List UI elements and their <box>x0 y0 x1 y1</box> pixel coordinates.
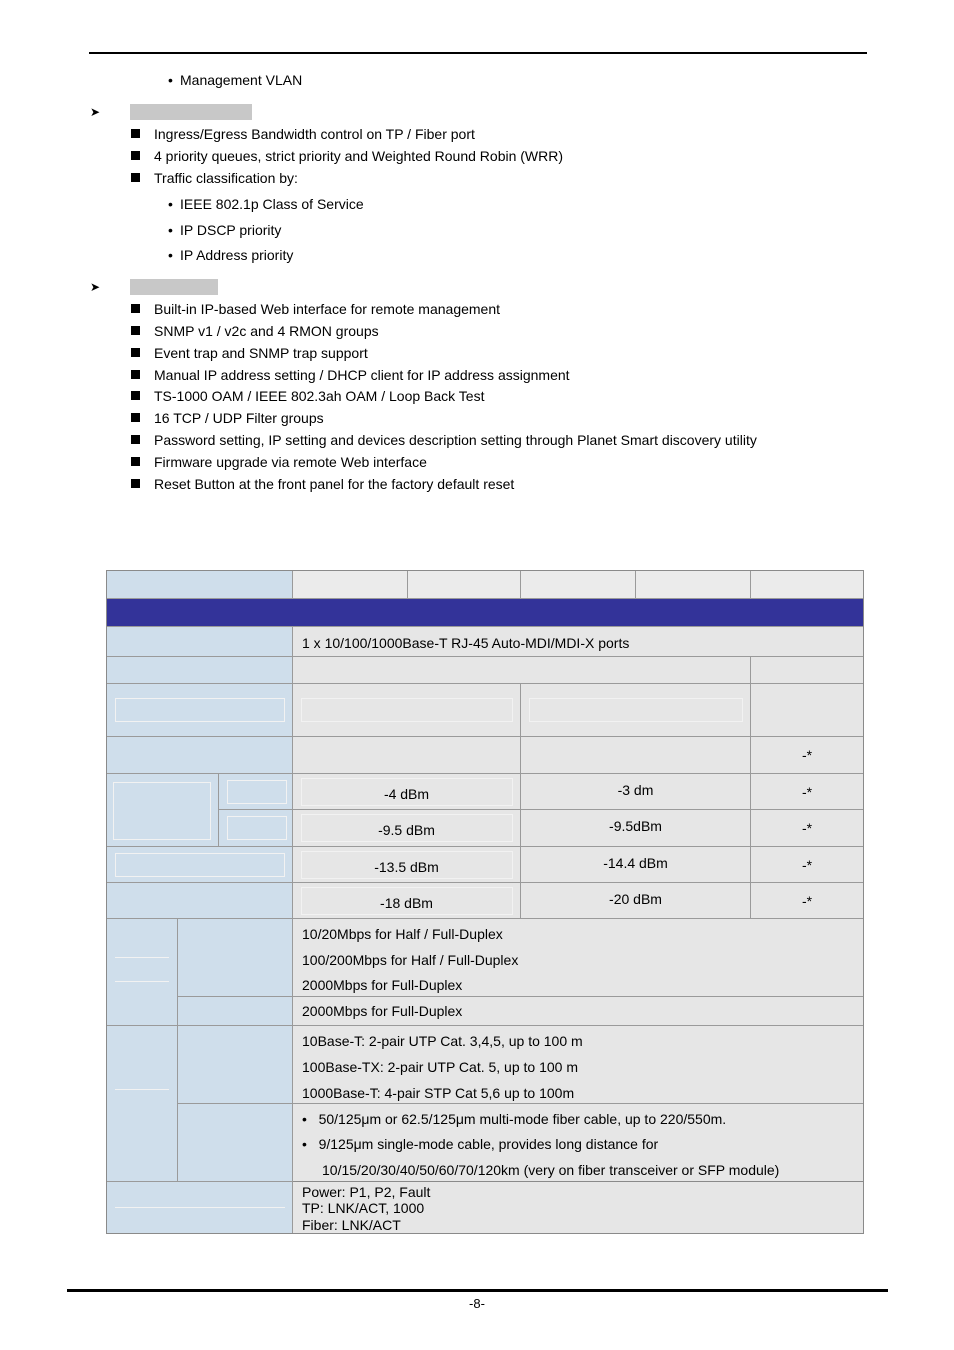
list-item: • 50/125μm or 62.5/125μm multi-mode fiber cable, up to 220/550m. <box>302 1111 727 1127</box>
table-cell <box>107 657 293 684</box>
list-item: • 9/125μm single-mode cable, provides long distance for <box>302 1136 659 1152</box>
list-item: 4 priority queues, strict priority and Weighted Round Robin (WRR) <box>131 148 563 164</box>
table-cell: -* <box>751 810 863 847</box>
table-cell: -* <box>751 737 863 774</box>
footer-rule <box>67 1289 888 1292</box>
square-bullet-icon <box>131 370 140 379</box>
list-item: Ingress/Egress Bandwidth control on TP / Fiber port <box>131 126 475 142</box>
table-cell <box>107 847 293 883</box>
section-heading-qos <box>130 104 252 120</box>
square-bullet-icon <box>131 348 140 357</box>
table-cell: -* <box>751 774 863 810</box>
list-item: SNMP v1 / v2c and 4 RMON groups <box>131 323 379 339</box>
table-cell: -3 dm <box>521 774 751 810</box>
table-cell <box>521 684 751 737</box>
square-bullet-icon <box>131 173 140 182</box>
section-heading-management <box>130 279 218 295</box>
table-cell <box>751 684 863 737</box>
table-section-header <box>107 599 863 627</box>
table-cell: -9.5dBm <box>521 810 751 847</box>
square-bullet-icon <box>131 413 140 422</box>
table-cell <box>107 883 293 919</box>
table-cell: 10Base-T: 2-pair UTP Cat. 3,4,5, up to 100 m 100Base-TX: 2-pair UTP Cat. 5, up to 100 m 1000Base-T: 4-pair STP Cat 5,6 up to 100m <box>293 1026 863 1104</box>
table-cell <box>107 1182 293 1233</box>
table-cell <box>107 1026 178 1182</box>
table-cell <box>178 919 293 997</box>
table-cell <box>178 1104 293 1182</box>
square-bullet-icon <box>131 435 140 444</box>
table-cell <box>107 919 178 1026</box>
table-cell: -* <box>751 883 863 919</box>
table-cell <box>408 571 521 599</box>
list-item: • Management VLAN <box>168 72 303 88</box>
table-cell <box>293 684 521 737</box>
square-bullet-icon <box>131 479 140 488</box>
table-cell <box>107 774 219 847</box>
square-bullet-icon <box>131 326 140 335</box>
table-cell <box>107 684 293 737</box>
table-cell: • 50/125μm or 62.5/125μm multi-mode fiber cable, up to 220/550m. • 9/125μm single-mode cable, provides long distance for 10/15/20/30/40/50/60/70/120km (very on fiber transceiver or SFP module) <box>293 1104 863 1182</box>
square-bullet-icon <box>131 457 140 466</box>
arrow-bullet-icon: ➤ <box>90 105 101 119</box>
table-cell <box>751 571 863 599</box>
list-item: • IP Address priority <box>168 247 294 263</box>
table-cell <box>219 810 293 847</box>
table-cell: -4 dBm <box>293 774 521 810</box>
table-cell: -20 dBm <box>521 883 751 919</box>
list-item: • IP DSCP priority <box>168 222 282 238</box>
square-bullet-icon <box>131 151 140 160</box>
list-item: Reset Button at the front panel for the factory default reset <box>131 476 514 492</box>
square-bullet-icon <box>131 391 140 400</box>
header-rule <box>89 52 867 54</box>
table-cell: -9.5 dBm <box>293 810 521 847</box>
tp-port-value: 1 x 10/100/1000Base-T RJ-45 Auto-MDI/MDI-X ports <box>302 635 630 651</box>
table-cell: -18 dBm <box>293 883 521 919</box>
table-cell: -14.4 dBm <box>521 847 751 883</box>
table-cell <box>107 571 293 599</box>
table-cell: -* <box>751 847 863 883</box>
table-cell: Power: P1, P2, Fault TP: LNK/ACT, 1000 Fiber: LNK/ACT <box>293 1182 863 1233</box>
table-cell: 2000Mbps for Full-Duplex <box>293 997 863 1026</box>
table-cell <box>107 627 293 657</box>
table-cell <box>636 571 751 599</box>
table-cell <box>178 1026 293 1104</box>
list-item: Password setting, IP setting and devices description setting through Planet Smart discovery utility <box>131 432 757 448</box>
list-item: Firmware upgrade via remote Web interface <box>131 454 427 470</box>
spec-table <box>106 570 864 1234</box>
table-cell: 10/20Mbps for Half / Full-Duplex 100/200Mbps for Half / Full-Duplex 2000Mbps for Full-Duplex <box>293 919 863 997</box>
list-item: Traffic classification by: <box>131 170 298 186</box>
square-bullet-icon <box>131 304 140 313</box>
table-cell <box>521 737 751 774</box>
list-item: Built-in IP-based Web interface for remote management <box>131 301 500 317</box>
list-item: 16 TCP / UDP Filter groups <box>131 410 324 426</box>
table-cell <box>178 997 293 1026</box>
square-bullet-icon <box>131 129 140 138</box>
page-number: -8- <box>469 1296 485 1311</box>
list-item: Manual IP address setting / DHCP client for IP address assignment <box>131 367 570 383</box>
table-cell <box>751 657 863 684</box>
arrow-bullet-icon: ➤ <box>90 280 101 294</box>
table-cell <box>293 657 751 684</box>
list-item: Event trap and SNMP trap support <box>131 345 368 361</box>
table-cell: -13.5 dBm <box>293 847 521 883</box>
list-item: • IEEE 802.1p Class of Service <box>168 196 364 212</box>
table-cell <box>107 737 293 774</box>
table-cell <box>521 571 636 599</box>
list-item: TS-1000 OAM / IEEE 802.3ah OAM / Loop Back Test <box>131 388 484 404</box>
table-cell <box>219 774 293 810</box>
table-cell <box>293 627 863 657</box>
table-cell <box>293 571 408 599</box>
table-cell <box>293 737 521 774</box>
